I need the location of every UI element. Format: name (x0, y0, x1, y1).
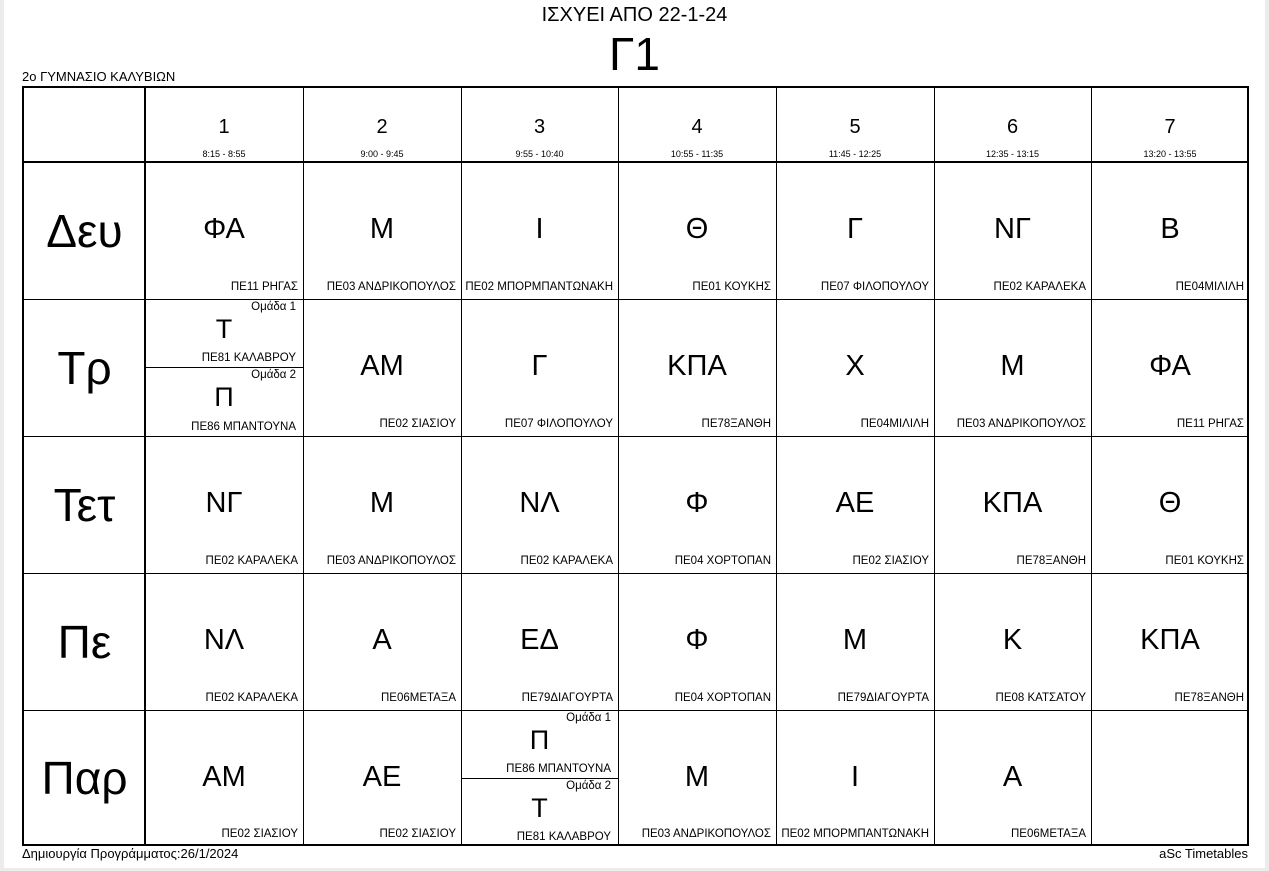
lesson-subject: Κ (1002, 624, 1023, 656)
lesson-cell (776, 573, 934, 710)
lesson-teacher: ΠΕ11 ΡΗΓΑΣ (230, 281, 298, 293)
group-label: Ομάδα 2 (251, 369, 296, 381)
lesson-teacher: ΠΕ06ΜΕΤΑΞΑ (380, 692, 456, 704)
group-label: Ομάδα 1 (566, 712, 611, 724)
lesson-cell (461, 573, 618, 710)
lesson-teacher: ΠΕ78ΞΑΝΘΗ (701, 418, 771, 430)
lesson-teacher: ΠΕ07 ΦΙΛΟΠΟΥΛΟΥ (504, 418, 613, 430)
period-number: 3 (533, 116, 546, 138)
period-time: 11:45 - 12:25 (828, 149, 882, 159)
lesson-cell (776, 162, 934, 299)
lesson-subject: ΚΠΑ (982, 487, 1043, 519)
lesson-subject: Μ (369, 487, 395, 519)
lesson-cell (618, 299, 776, 436)
lesson-cell (934, 299, 1091, 436)
lesson-subject: ΦΑ (1149, 350, 1191, 382)
lesson-subject: ΝΓ (994, 213, 1031, 245)
period-number: 2 (376, 116, 388, 138)
lesson-subject: Τ (531, 793, 548, 823)
lesson-teacher: ΠΕ04 ΧΟΡΤΟΠΑΝ (674, 555, 771, 567)
lesson-subject: Φ (685, 624, 709, 656)
lesson-subject: Μ (369, 213, 395, 245)
day-label: Τετ (53, 478, 116, 531)
lesson-subject: ΑΕ (362, 761, 402, 793)
group-half (145, 367, 303, 436)
lesson-subject: Γ (531, 350, 548, 382)
lesson-subject: Μ (1000, 350, 1025, 382)
lesson-teacher: ΠΕ78ΞΑΝΘΗ (1174, 692, 1244, 704)
lesson-subject: Μ (842, 624, 868, 656)
lesson-subject: Θ (685, 213, 709, 245)
lesson-teacher: ΠΕ02 ΚΑΡΑΛΕΚΑ (205, 692, 298, 704)
period-time: 9:55 - 10:40 (515, 149, 564, 159)
lesson-cell (1091, 710, 1249, 846)
valid-from-heading: ΙΣΧΥΕΙ ΑΠΟ 22-1-24 (541, 4, 728, 26)
lesson-teacher: ΠΕ04 ΧΟΡΤΟΠΑΝ (674, 692, 771, 704)
lesson-teacher: ΠΕ02 ΣΙΑΣΙΟΥ (852, 555, 929, 567)
lesson-teacher: ΠΕ02 ΜΠΟΡΜΠΑΝΤΩΝΑΚΗ (781, 828, 929, 840)
period-time: 13:20 - 13:55 (1143, 149, 1197, 159)
period-header (461, 88, 618, 162)
lesson-cell (1091, 436, 1249, 573)
lesson-teacher: ΠΕ03 ΑΝΔΡΙΚΟΠΟΥΛΟΣ (641, 828, 771, 840)
period-time: 8:15 - 8:55 (202, 149, 246, 159)
period-number: 1 (218, 116, 230, 138)
lesson-cell (934, 710, 1091, 846)
lesson-subject: Τ (215, 314, 233, 344)
lesson-teacher: ΠΕ04ΜΙΛΙΛΗ (1175, 281, 1244, 293)
lesson-subject: ΑΜ (360, 350, 404, 382)
lesson-teacher: ΠΕ86 ΜΠΑΝΤΟΥΝΑ (506, 763, 611, 775)
lesson-cell (618, 162, 776, 299)
lesson-cell (303, 299, 461, 436)
period-header (303, 88, 461, 162)
lesson-subject: ΝΛ (203, 624, 245, 656)
group-half (461, 710, 618, 778)
day-label: Πε (57, 615, 112, 668)
lesson-teacher: ΠΕ11 ΡΗΓΑΣ (1176, 418, 1244, 430)
lesson-subject: ΚΠΑ (1140, 624, 1200, 656)
period-header (934, 88, 1091, 162)
lesson-teacher: ΠΕ81 ΚΑΛΑΒΡΟΥ (201, 352, 296, 364)
period-header (776, 88, 934, 162)
lesson-cell (618, 573, 776, 710)
lesson-cell (934, 573, 1091, 710)
lesson-teacher: ΠΕ02 ΣΙΑΣΙΟΥ (379, 418, 456, 430)
day-label: Τρ (57, 341, 112, 394)
lesson-teacher: ΠΕ03 ΑΝΔΡΙΚΟΠΟΥΛΟΣ (326, 555, 456, 567)
lesson-teacher: ΠΕ01 ΚΟΥΚΗΣ (692, 281, 771, 293)
lesson-cell (145, 436, 303, 573)
lesson-cell (776, 710, 934, 846)
lesson-cell (303, 710, 461, 846)
lesson-teacher: ΠΕ04ΜΙΛΙΛΗ (860, 418, 929, 430)
group-label: Ομάδα 2 (566, 780, 611, 792)
period-time: 10:55 - 11:35 (670, 149, 724, 159)
lesson-subject: Ι (850, 761, 860, 793)
lesson-cell (776, 299, 934, 436)
group-label: Ομάδα 1 (251, 301, 296, 313)
period-header (1091, 88, 1249, 162)
period-time: 12:35 - 13:15 (985, 149, 1040, 159)
lesson-subject: ΕΔ (520, 624, 559, 656)
lesson-subject: Α (1002, 761, 1023, 793)
lesson-cell (1091, 162, 1249, 299)
lesson-teacher: ΠΕ79ΔΙΑΓΟΥΡΤΑ (521, 692, 613, 704)
lesson-subject: Φ (685, 487, 709, 519)
lesson-subject: ΑΜ (202, 761, 246, 793)
lesson-subject: Β (1160, 213, 1180, 245)
lesson-subject: Π (529, 725, 550, 755)
lesson-subject: Χ (845, 350, 865, 382)
lesson-cell (145, 573, 303, 710)
lesson-cell (934, 436, 1091, 573)
lesson-cell (303, 573, 461, 710)
lesson-subject: Γ (847, 213, 863, 245)
lesson-subject: ΚΠΑ (667, 350, 727, 382)
lesson-teacher: ΠΕ81 ΚΑΛΑΒΡΟΥ (516, 831, 611, 843)
creation-date: Δημιουργία Προγράμματος:26/1/2024 (22, 846, 239, 861)
lesson-teacher: ΠΕ08 ΚΑΤΣΑΤΟΥ (995, 692, 1086, 704)
period-number: 5 (849, 116, 861, 138)
lesson-cell (145, 710, 303, 846)
lesson-teacher: ΠΕ02 ΚΑΡΑΛΕΚΑ (520, 555, 613, 567)
lesson-cell (1091, 299, 1249, 436)
lesson-cell (618, 710, 776, 846)
lesson-cell (1091, 573, 1249, 710)
lesson-teacher: ΠΕ86 ΜΠΑΝΤΟΥΝΑ (191, 421, 296, 433)
lesson-teacher: ΠΕ07 ΦΙΛΟΠΟΥΛΟΥ (820, 281, 929, 293)
lesson-subject: ΝΛ (519, 487, 560, 519)
timetable-grid (22, 86, 1249, 846)
lesson-cell (461, 710, 618, 846)
lesson-teacher: ΠΕ02 ΣΙΑΣΙΟΥ (221, 828, 298, 840)
lesson-teacher: ΠΕ02 ΚΑΡΑΛΕΚΑ (993, 281, 1086, 293)
lesson-subject: Π (214, 382, 234, 412)
lesson-teacher: ΠΕ02 ΣΙΑΣΙΟΥ (379, 828, 456, 840)
generator-credit: aSc Timetables (1159, 846, 1248, 861)
lesson-subject: Α (372, 624, 392, 656)
day-label: Παρ (41, 752, 128, 804)
school-name: 2ο ΓΥΜΝΑΣΙΟ ΚΑΛΥΒΙΩΝ (22, 69, 176, 84)
lesson-teacher: ΠΕ06ΜΕΤΑΞΑ (1010, 828, 1086, 840)
lesson-cell (776, 436, 934, 573)
lesson-subject: ΦΑ (203, 213, 245, 245)
lesson-teacher: ΠΕ79ΔΙΑΓΟΥΡΤΑ (837, 692, 929, 704)
group-divider (145, 367, 303, 368)
class-title: Γ1 (609, 28, 660, 80)
period-header (618, 88, 776, 162)
lesson-cell (934, 162, 1091, 299)
lesson-teacher: ΠΕ01 ΚΟΥΚΗΣ (1165, 555, 1244, 567)
lesson-cell (461, 299, 618, 436)
lesson-cell (461, 162, 618, 299)
lesson-cell (303, 162, 461, 299)
lesson-subject: Ι (535, 213, 544, 245)
lesson-subject: Θ (1158, 487, 1182, 519)
lesson-teacher: ΠΕ02 ΜΠΟΡΜΠΑΝΤΩΝΑΚΗ (465, 281, 613, 293)
day-label: Δευ (46, 204, 123, 257)
lesson-cell (145, 162, 303, 299)
lesson-teacher: ΠΕ03 ΑΝΔΡΙΚΟΠΟΥΛΟΣ (326, 281, 456, 293)
lesson-subject: Μ (684, 761, 710, 793)
lesson-subject: ΝΓ (205, 487, 243, 519)
period-number: 6 (1006, 116, 1019, 138)
group-half (145, 299, 303, 367)
lesson-cell (618, 436, 776, 573)
lesson-subject: ΑΕ (835, 487, 875, 519)
group-divider (461, 778, 618, 779)
lesson-cell (461, 436, 618, 573)
period-number: 7 (1164, 116, 1176, 138)
lesson-teacher: ΠΕ78ΞΑΝΘΗ (1016, 555, 1086, 567)
lesson-teacher: ΠΕ03 ΑΝΔΡΙΚΟΠΟΥΛΟΣ (956, 418, 1086, 430)
period-time: 9:00 - 9:45 (360, 149, 404, 159)
group-half (461, 778, 618, 846)
period-number: 4 (691, 116, 703, 138)
period-header (145, 88, 303, 162)
lesson-cell (145, 299, 303, 436)
lesson-teacher: ΠΕ02 ΚΑΡΑΛΕΚΑ (205, 555, 298, 567)
lesson-cell (303, 436, 461, 573)
